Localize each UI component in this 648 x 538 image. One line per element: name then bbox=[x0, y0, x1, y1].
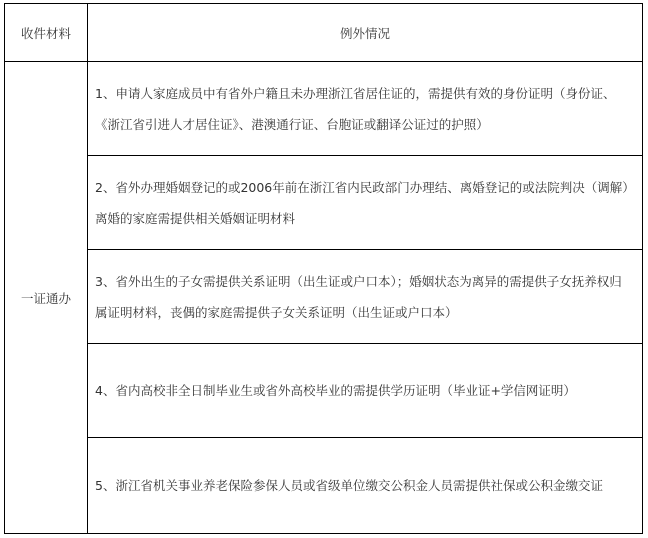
header-exceptions: 例外情况 bbox=[88, 4, 643, 62]
exception-item-4: 4、省内高校非全日制毕业生或省外高校毕业的需提供学历证明（毕业证+学信网证明） bbox=[88, 344, 643, 438]
category-cell: 一证通办 bbox=[5, 62, 88, 534]
exception-item-3: 3、省外出生的子女需提供关系证明（出生证或户口本）；婚姻状态为离异的需提供子女抚养权归属证明材料，丧偶的家庭需提供子女关系证明（出生证或户口本） bbox=[88, 250, 643, 344]
header-row bbox=[5, 4, 643, 62]
exception-item-1: 1、申请人家庭成员中有省外户籍且未办理浙江省居住证的，需提供有效的身份证明（身份证、《浙江省引进人才居住证》、港澳通行证、台胞证或翻译公证过的护照） bbox=[88, 62, 643, 156]
table-row bbox=[5, 250, 643, 344]
table-row bbox=[5, 62, 643, 156]
exceptions-table bbox=[4, 3, 643, 534]
exception-item-5: 5、浙江省机关事业养老保险参保人员或省级单位缴交公积金人员需提供社保或公积金缴交证 bbox=[88, 438, 643, 534]
header-materials: 收件材料 bbox=[5, 4, 88, 62]
table-row bbox=[5, 438, 643, 534]
table-row bbox=[5, 344, 643, 438]
table-row bbox=[5, 156, 643, 250]
exception-item-2: 2、省外办理婚姻登记的或2006年前在浙江省内民政部门办理结、离婚登记的或法院判决（调解）离婚的家庭需提供相关婚姻证明材料 bbox=[88, 156, 643, 250]
